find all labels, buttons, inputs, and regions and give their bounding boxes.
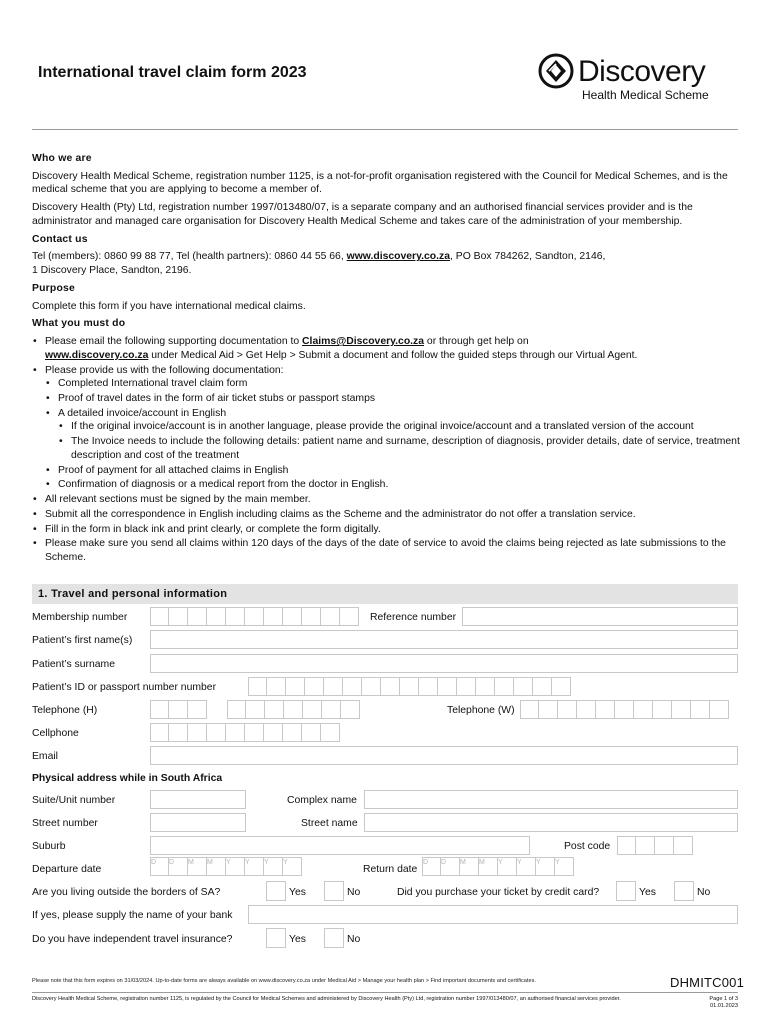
date-placeholder-letter: D xyxy=(441,859,447,866)
street-name-label: Street name xyxy=(301,818,358,829)
invoice-list xyxy=(58,420,740,462)
input-cell[interactable] xyxy=(207,607,226,626)
page-header xyxy=(32,50,738,130)
form-date: 01.01.2023 xyxy=(710,1002,738,1009)
website-link[interactable]: www.discovery.co.za xyxy=(45,349,149,361)
input-cell[interactable] xyxy=(555,857,574,876)
input-cell[interactable] xyxy=(150,607,169,626)
input-cell[interactable] xyxy=(227,700,246,719)
input-cell[interactable] xyxy=(476,677,495,696)
instruction-text: or through get help on xyxy=(426,336,529,348)
input-cell[interactable] xyxy=(283,857,302,876)
input-cell[interactable] xyxy=(248,677,267,696)
bank-question: If yes, please supply the name of your bank xyxy=(32,910,233,921)
input-cell[interactable] xyxy=(672,700,691,719)
input-cell[interactable] xyxy=(520,700,539,719)
surname-label: Patient’s surname xyxy=(32,659,115,670)
tel-w-label: Telephone (W) xyxy=(447,705,515,716)
reference-label: Reference number xyxy=(370,612,457,623)
suburb-field[interactable] xyxy=(150,836,530,855)
who-paragraph-2: Discovery Health (Pty) Ltd, registration number 1997/013480/07, is a separate company and an authorised financial services provider and is the administrator and managed care organisation for Discovery Health Medical Scheme and takes care of the administration of your membership. xyxy=(32,202,693,227)
membership-label: Membership number xyxy=(32,612,128,623)
insurance-question: Do you have independent travel insurance? xyxy=(32,934,233,945)
input-cell[interactable] xyxy=(305,677,324,696)
outside-sa-no-checkbox[interactable] xyxy=(324,881,344,901)
input-cell[interactable] xyxy=(457,677,476,696)
contact-address: 1 Discovery Place, Sandton, 2196. xyxy=(32,265,192,277)
instructions-list xyxy=(32,335,740,565)
bank-name-field[interactable] xyxy=(248,905,738,924)
page-info xyxy=(709,996,738,1010)
first-name-field[interactable] xyxy=(150,630,738,649)
input-cell[interactable] xyxy=(283,723,302,742)
credit-card-question: Did you purchase your ticket by credit card? xyxy=(397,887,600,898)
input-cell[interactable] xyxy=(322,700,341,719)
input-cell[interactable] xyxy=(265,700,284,719)
input-cell[interactable] xyxy=(381,677,400,696)
input-cell[interactable] xyxy=(536,857,555,876)
documentation-list xyxy=(45,377,740,492)
tel-h-number-cells[interactable] xyxy=(227,700,360,719)
instruction-text: Please email the following supporting documentation to xyxy=(45,336,300,348)
purpose-text: Complete this form if you have international medical claims. xyxy=(32,300,306,312)
list-item: • Fill in the form in black ink and print clearly, or complete the form digitally. xyxy=(32,523,740,537)
address-heading: Physical address while in South Africa xyxy=(32,773,223,784)
who-heading: Who we are xyxy=(32,153,92,164)
input-cell[interactable] xyxy=(514,677,533,696)
date-placeholder-letter: M xyxy=(207,859,213,866)
list-item: • If the original invoice/account is in another language, please provide the original invoice/account and a translated version of the account xyxy=(58,420,740,434)
list-item: • Proof of travel dates in the form of air ticket stubs or passport stamps xyxy=(45,392,740,406)
date-placeholder-letter: Y xyxy=(498,859,503,866)
input-cell[interactable] xyxy=(188,857,207,876)
input-cell[interactable] xyxy=(362,677,381,696)
contact-po-box: , PO Box 784262, Sandton, 2146, xyxy=(449,251,606,263)
input-cell[interactable] xyxy=(441,857,460,876)
input-cell[interactable] xyxy=(674,836,693,855)
input-cell[interactable] xyxy=(636,836,655,855)
form-code: DHMITC001 xyxy=(670,975,745,990)
must-heading: What you must do xyxy=(32,318,126,330)
input-cell[interactable] xyxy=(498,857,517,876)
street-number-label: Street number xyxy=(32,818,98,829)
intro-text xyxy=(32,148,740,566)
input-cell[interactable] xyxy=(226,857,245,876)
date-placeholder-letter: Y xyxy=(264,859,269,866)
membership-number-cells[interactable] xyxy=(150,607,359,626)
input-cell[interactable] xyxy=(264,857,283,876)
no-label: No xyxy=(347,934,361,945)
street-name-field[interactable] xyxy=(364,813,738,832)
complex-field[interactable] xyxy=(364,790,738,809)
input-cell[interactable] xyxy=(615,700,634,719)
list-item: • Please make sure you send all claims within 120 days of the days of the date of service to avoid the claims being rejected as late submissions to the Scheme. xyxy=(32,537,740,564)
instruction-text: A detailed invoice/account in English xyxy=(58,407,227,419)
suite-field[interactable] xyxy=(150,790,246,809)
input-cell[interactable] xyxy=(533,677,552,696)
input-cell[interactable] xyxy=(169,723,188,742)
list-item xyxy=(32,335,740,362)
input-cell[interactable] xyxy=(341,700,360,719)
input-cell[interactable] xyxy=(245,723,264,742)
input-cell[interactable] xyxy=(226,607,245,626)
input-cell[interactable] xyxy=(438,677,457,696)
legal-text: Discovery Health Medical Scheme, registration number 1125, is regulated by the Council for Medical Schemes and administered by Discovery Health (Pty) Ltd, registration number 1997/013480/07, an authorised financial services provider. xyxy=(32,996,621,1002)
input-cell[interactable] xyxy=(422,857,441,876)
input-cell[interactable] xyxy=(264,723,283,742)
input-cell[interactable] xyxy=(517,857,536,876)
date-placeholder-letter: M xyxy=(479,859,485,866)
input-cell[interactable] xyxy=(267,677,286,696)
input-cell[interactable] xyxy=(419,677,438,696)
footer-divider xyxy=(32,992,738,993)
list-item: • The Invoice needs to include the following details: patient name and surname, description of diagnosis, provider details, date of service, treatment description and cost of the treatment xyxy=(58,435,740,462)
contact-heading: Contact us xyxy=(32,233,88,245)
logo-subtitle: Health Medical Scheme xyxy=(582,88,709,102)
input-cell[interactable] xyxy=(710,700,729,719)
date-placeholder-letter: D xyxy=(169,859,175,866)
outside-sa-question: Are you living outside the borders of SA? xyxy=(32,887,221,898)
input-cell[interactable] xyxy=(207,723,226,742)
input-cell[interactable] xyxy=(169,857,188,876)
input-cell[interactable] xyxy=(245,857,264,876)
input-cell[interactable] xyxy=(302,607,321,626)
input-cell[interactable] xyxy=(460,857,479,876)
input-cell[interactable] xyxy=(340,607,359,626)
input-cell[interactable] xyxy=(655,836,674,855)
input-cell[interactable] xyxy=(207,857,226,876)
list-item: • Submit all the correspondence in English including claims as the Scheme and the administrator do not offer a translation service. xyxy=(32,508,740,522)
date-placeholder-letter: M xyxy=(188,859,194,866)
form-title: International travel claim form 2023 xyxy=(38,64,307,81)
discovery-diamond-icon xyxy=(538,53,574,89)
list-item: • All relevant sections must be signed by the main member. xyxy=(32,493,740,507)
input-cell[interactable] xyxy=(169,700,188,719)
tel-w-number-cells[interactable] xyxy=(520,700,729,719)
who-paragraph-1: Discovery Health Medical Scheme, registration number 1125, is a not-for-profit organisation registered with the Council for Medical Schemes, and is the medical scheme that you are applying to become a member of. xyxy=(32,170,728,196)
no-label: No xyxy=(347,887,361,898)
date-placeholder-letter: Y xyxy=(536,859,541,866)
expiry-note: Please note that this form expires on 31/03/2024. Up-to-date forms are always available on www.discovery.co.za under Medical Aid > Manage your health plan > Find important documents and certificates. xyxy=(32,978,536,984)
input-cell[interactable] xyxy=(653,700,672,719)
list-item: • Proof of payment for all attached claims in English xyxy=(45,464,740,478)
input-cell[interactable] xyxy=(188,607,207,626)
no-label: No xyxy=(697,887,711,898)
input-cell[interactable] xyxy=(596,700,615,719)
outside-sa-yes-checkbox[interactable] xyxy=(266,881,286,901)
yes-label: Yes xyxy=(289,934,306,945)
date-placeholder-letter: D xyxy=(151,859,157,866)
date-placeholder-letter: M xyxy=(460,859,466,866)
input-cell[interactable] xyxy=(617,836,636,855)
input-cell[interactable] xyxy=(188,700,207,719)
input-cell[interactable] xyxy=(495,677,514,696)
suburb-label: Suburb xyxy=(32,841,66,852)
credit-card-yes-checkbox[interactable] xyxy=(616,881,636,901)
list-item: • Confirmation of diagnosis or a medical report from the doctor in English. xyxy=(45,478,740,492)
input-cell[interactable] xyxy=(150,723,169,742)
input-cell[interactable] xyxy=(283,607,302,626)
input-cell[interactable] xyxy=(150,857,169,876)
reference-number-field[interactable] xyxy=(462,607,738,626)
input-cell[interactable] xyxy=(303,700,322,719)
input-cell[interactable] xyxy=(245,607,264,626)
yes-label: Yes xyxy=(639,887,656,898)
input-cell[interactable] xyxy=(577,700,596,719)
input-cell[interactable] xyxy=(691,700,710,719)
departure-date-cells[interactable] xyxy=(150,857,302,876)
input-cell[interactable] xyxy=(634,700,653,719)
id-label: Patient’s ID or passport number number xyxy=(32,682,217,693)
tel-h-label: Telephone (H) xyxy=(32,705,98,716)
id-number-cells[interactable] xyxy=(248,677,571,696)
input-cell[interactable] xyxy=(558,700,577,719)
email-field[interactable] xyxy=(150,746,738,765)
cellphone-label: Cellphone xyxy=(32,728,79,739)
email-label: Email xyxy=(32,751,58,762)
insurance-yes-checkbox[interactable] xyxy=(266,928,286,948)
credit-card-no-checkbox[interactable] xyxy=(674,881,694,901)
purpose-heading: Purpose xyxy=(32,282,75,294)
tel-h-code-cells[interactable] xyxy=(150,700,207,719)
date-placeholder-letter: Y xyxy=(283,859,288,866)
input-cell[interactable] xyxy=(150,700,169,719)
input-cell[interactable] xyxy=(479,857,498,876)
logo-wordmark: Discovery xyxy=(578,55,706,88)
insurance-no-checkbox[interactable] xyxy=(324,928,344,948)
input-cell[interactable] xyxy=(321,723,340,742)
post-code-label: Post code xyxy=(564,841,611,852)
date-placeholder-letter: Y xyxy=(517,859,522,866)
list-item xyxy=(45,407,740,463)
street-number-field[interactable] xyxy=(150,813,246,832)
section-1-header: 1. Travel and personal information xyxy=(32,584,738,604)
return-label: Return date xyxy=(363,864,418,875)
website-link[interactable]: www.discovery.co.za xyxy=(346,251,450,263)
suite-label: Suite/Unit number xyxy=(32,795,116,806)
return-date-cells[interactable] xyxy=(422,857,574,876)
contact-paragraph xyxy=(32,250,740,277)
date-placeholder-letter: Y xyxy=(245,859,250,866)
input-cell[interactable] xyxy=(169,607,188,626)
instruction-text: Please provide us with the following documentation: xyxy=(45,364,284,376)
input-cell[interactable] xyxy=(284,700,303,719)
input-cell[interactable] xyxy=(286,677,305,696)
input-cell[interactable] xyxy=(539,700,558,719)
date-placeholder-letter: Y xyxy=(555,859,560,866)
claims-email-link[interactable]: Claims@Discovery.co.za xyxy=(302,336,425,348)
input-cell[interactable] xyxy=(552,677,571,696)
post-code-cells[interactable] xyxy=(617,836,693,855)
list-item xyxy=(32,364,740,493)
first-name-label: Patient’s first name(s) xyxy=(32,635,133,646)
input-cell[interactable] xyxy=(324,677,343,696)
list-item: • Completed International travel claim form xyxy=(45,377,740,391)
complex-label: Complex name xyxy=(287,795,357,806)
input-cell[interactable] xyxy=(188,723,207,742)
departure-label: Departure date xyxy=(32,864,102,875)
input-cell[interactable] xyxy=(246,700,265,719)
discovery-logo xyxy=(538,50,738,110)
surname-field[interactable] xyxy=(150,654,738,673)
date-placeholder-letter: D xyxy=(423,859,429,866)
contact-phones: Tel (members): 0860 99 88 77, Tel (health partners): 0860 44 55 66, xyxy=(32,251,344,263)
input-cell[interactable] xyxy=(343,677,362,696)
yes-label: Yes xyxy=(289,887,306,898)
date-placeholder-letter: Y xyxy=(226,859,231,866)
cellphone-cells[interactable] xyxy=(150,723,340,742)
input-cell[interactable] xyxy=(226,723,245,742)
page-number: Page 1 of 3 xyxy=(709,996,738,1002)
input-cell[interactable] xyxy=(302,723,321,742)
input-cell[interactable] xyxy=(400,677,419,696)
input-cell[interactable] xyxy=(264,607,283,626)
instruction-text: under Medical Aid > Get Help > Submit a document and follow the guided steps through our Virtual Agent. xyxy=(151,349,638,361)
input-cell[interactable] xyxy=(321,607,340,626)
